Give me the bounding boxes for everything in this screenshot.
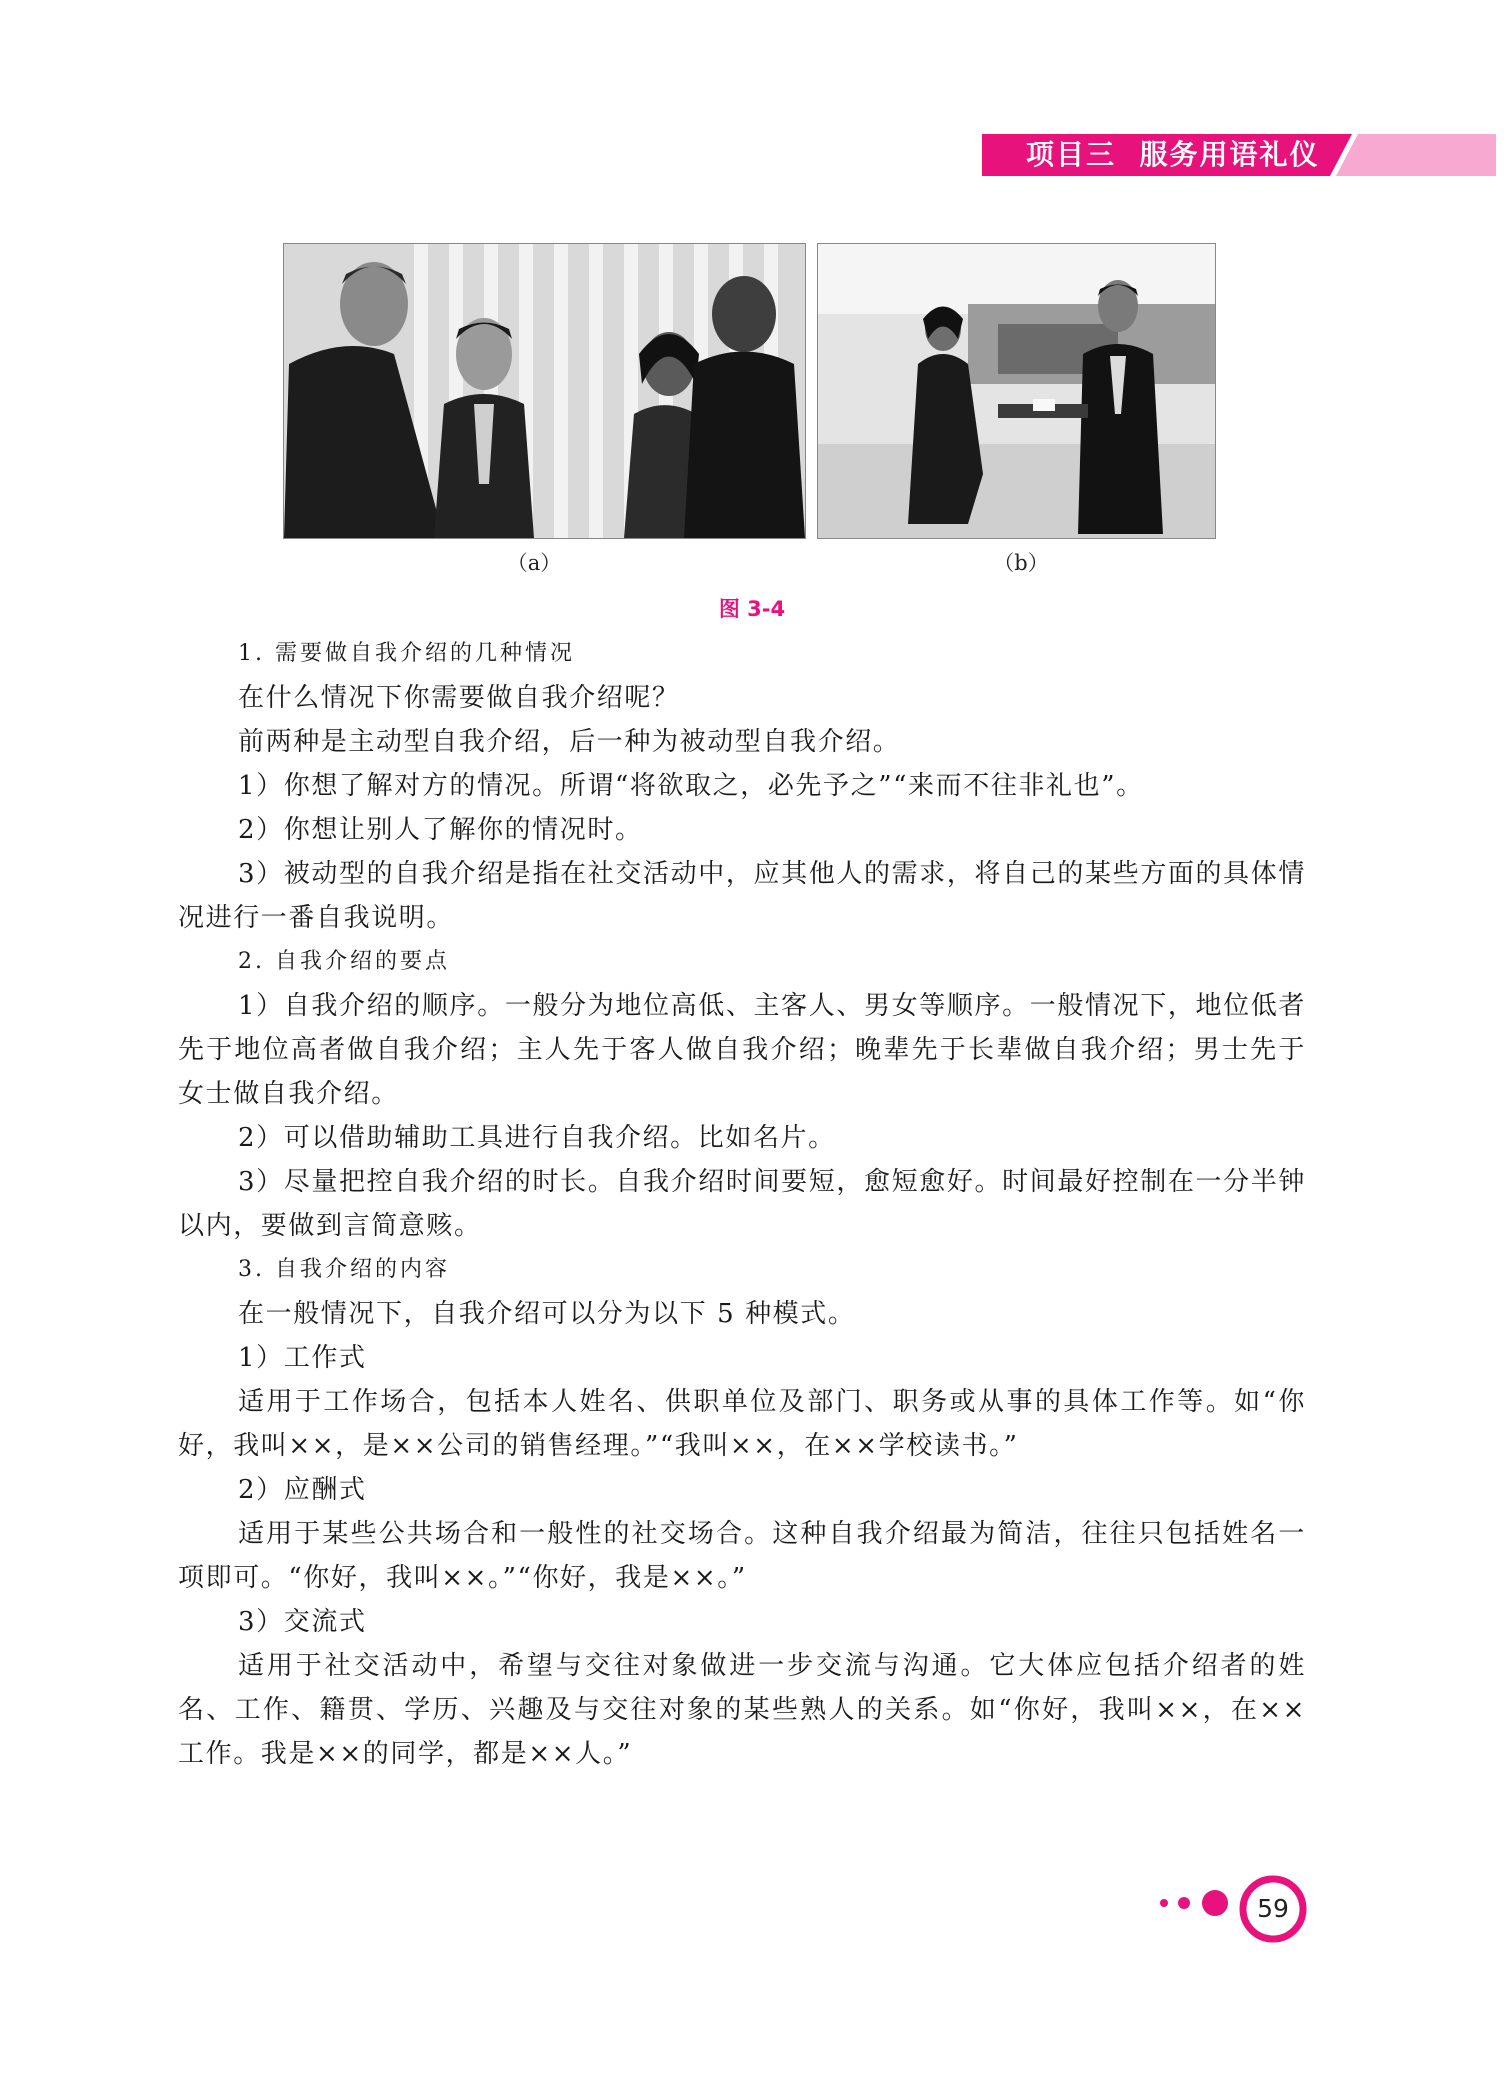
paragraph: 2）你想让别人了解你的情况时。 bbox=[238, 815, 643, 845]
panel-b-label: （b） bbox=[993, 551, 1049, 575]
paragraph: 前两种是主动型自我介绍，后一种为被动型自我介绍。 bbox=[238, 727, 901, 757]
list-item-label: 2）应酬式 bbox=[238, 1475, 367, 1505]
section-heading: 2. 自我介绍的要点 bbox=[238, 949, 450, 974]
paragraph: 适用于社交活动中，希望与交往对象做进一步交流与沟通。它大体应包括介绍者的姓名、工作、籍贯、学历、兴趣及与交往对象的某些熟人的关系。如“你好，我叫××，在××工作。我是××的同学，都是××人。” bbox=[178, 1651, 1306, 1769]
paragraph: 适用于工作场合，包括本人姓名、供职单位及部门、职务或从事的具体工作等。如“你好，我叫××，是××公司的销售经理。”“我叫××，在××学校读书。” bbox=[178, 1387, 1306, 1461]
paragraph: 在一般情况下，自我介绍可以分为以下 5 种模式。 bbox=[238, 1299, 856, 1329]
paragraph: 2）可以借助辅助工具进行自我介绍。比如名片。 bbox=[238, 1123, 836, 1153]
body-text bbox=[178, 632, 1306, 1776]
photo-a-business-greeting bbox=[283, 243, 806, 539]
list-item-label: 3）交流式 bbox=[238, 1607, 367, 1637]
paragraph: 1）你想了解对方的情况。所谓“将欲取之，必先予之”“来而不往非礼也”。 bbox=[238, 771, 1144, 801]
photo-b-business-card-exchange bbox=[817, 243, 1216, 539]
page-number: 59 bbox=[1257, 1894, 1289, 1923]
figure-caption: 图 3-4 bbox=[718, 597, 786, 621]
paragraph: 适用于某些公共场合和一般性的社交场合。这种自我介绍最为简洁，往往只包括姓名一项即可。“你好，我叫××。”“你好，我是××。” bbox=[178, 1519, 1306, 1593]
paragraph: 在什么情况下你需要做自我介绍呢？ bbox=[238, 683, 680, 713]
paragraph: 3）被动型的自我介绍是指在社交活动中，应其他人的需求，将自己的某些方面的具体情况进行一番自我说明。 bbox=[178, 859, 1306, 933]
chapter-title: 项目三 服务用语礼仪 bbox=[1026, 138, 1320, 171]
list-item-label: 1）工作式 bbox=[238, 1343, 367, 1373]
panel-a-label: （a） bbox=[506, 551, 562, 575]
paragraph: 3）尽量把控自我介绍的时长。自我介绍时间要短，愈短愈好。时间最好控制在一分半钟以内，要做到言简意赅。 bbox=[178, 1167, 1306, 1241]
section-heading: 1. 需要做自我介绍的几种情况 bbox=[238, 641, 575, 666]
section-heading: 3. 自我介绍的内容 bbox=[238, 1257, 450, 1282]
paragraph: 1）自我介绍的顺序。一般分为地位高低、主客人、男女等顺序。一般情况下，地位低者先于地位高者做自我介绍；主人先于客人做自我介绍；晚辈先于长辈做自我介绍；男士先于女士做自我介绍。 bbox=[178, 991, 1306, 1109]
